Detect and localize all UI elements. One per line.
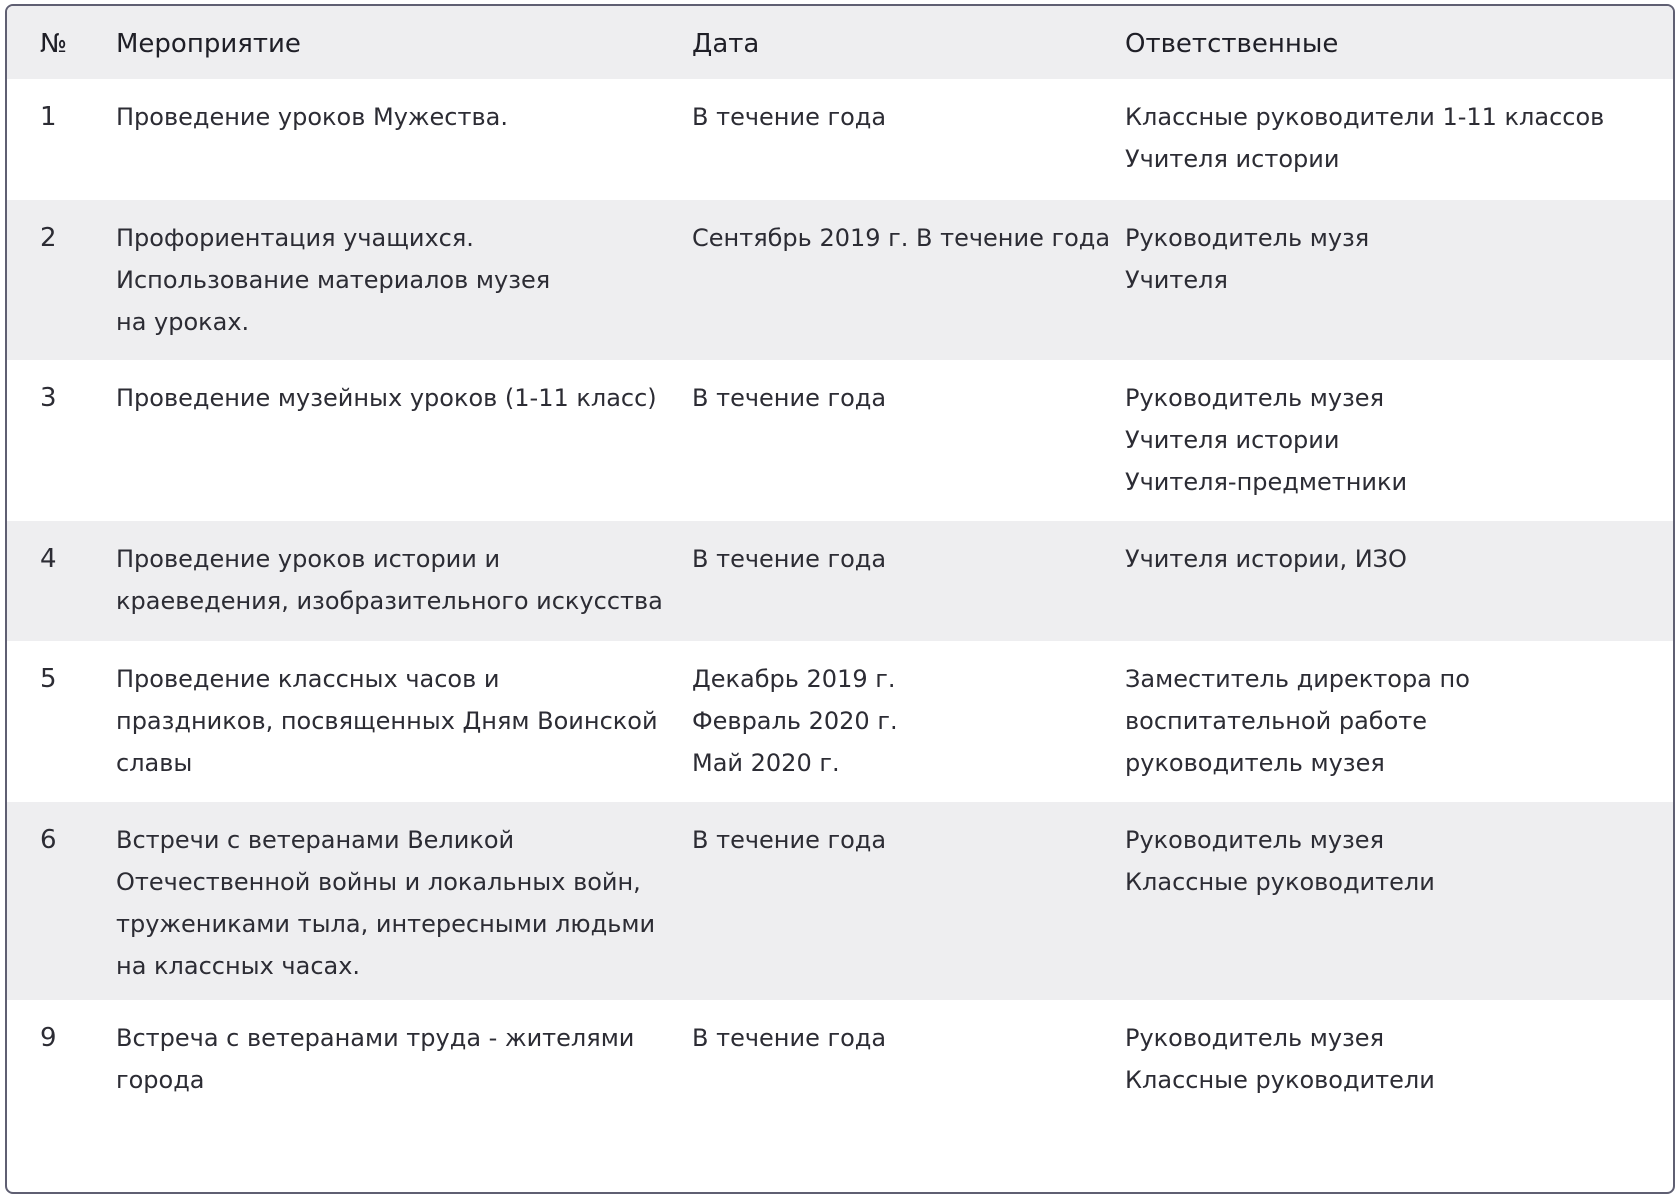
responsible-line: Руководитель музя <box>1125 224 1370 252</box>
row-number: 3 <box>40 383 57 413</box>
header-date: Дата <box>692 28 760 59</box>
table-header-row <box>7 6 1673 79</box>
event-line: Проведение уроков Мужества. <box>116 103 508 131</box>
date-line: В течение года <box>692 545 887 573</box>
row-number: 4 <box>40 544 57 574</box>
event-line: краеведения, изобразительного искусства <box>116 587 663 615</box>
event-line: Отечественной войны и локальных войн, <box>116 868 641 896</box>
table-row <box>7 641 1673 802</box>
header-number: № <box>40 28 68 59</box>
date-cell <box>692 200 1125 360</box>
event-line: тружениками тыла, интересными людьми <box>116 910 656 938</box>
table-row <box>7 200 1673 360</box>
date-line: Сентябрь 2019 г. В течение года <box>692 224 1111 252</box>
responsible-line: Учителя-предметники <box>1125 468 1408 496</box>
event-line: Проведение уроков истории и <box>116 545 501 573</box>
table-row <box>7 79 1673 200</box>
event-cell <box>116 79 692 200</box>
row-number: 9 <box>40 1023 57 1053</box>
event-line: Встречи с ветеранами Великой <box>116 826 515 854</box>
event-cell <box>116 641 692 802</box>
responsible-cell <box>1125 802 1673 1000</box>
event-cell <box>116 360 692 521</box>
date-line: В течение года <box>692 384 887 412</box>
table-row <box>7 802 1673 1000</box>
responsible-cell <box>1125 79 1673 200</box>
event-line: города <box>116 1066 205 1094</box>
event-cell <box>116 200 692 360</box>
events-table <box>7 6 1673 1120</box>
date-line: Декабрь 2019 г. <box>692 665 896 693</box>
date-line: Февраль 2020 г. <box>692 707 898 735</box>
responsible-cell <box>1125 521 1673 641</box>
responsible-line: Классные руководители 1-11 классов <box>1125 103 1605 131</box>
responsible-cell <box>1125 200 1673 360</box>
event-line: Проведение классных часов и <box>116 665 500 693</box>
event-line: Использование материалов музея <box>116 266 551 294</box>
event-cell <box>116 521 692 641</box>
date-line: В течение года <box>692 1024 887 1052</box>
responsible-line: Классные руководители <box>1125 1066 1435 1094</box>
table-row <box>7 360 1673 521</box>
table-row <box>7 1000 1673 1120</box>
header-responsible: Ответственные <box>1125 28 1339 59</box>
event-line: славы <box>116 749 193 777</box>
date-cell <box>692 641 1125 802</box>
event-line: Встреча с ветеранами труда - жителями <box>116 1024 635 1052</box>
responsible-line: воспитательной работе <box>1125 707 1428 735</box>
event-line: на уроках. <box>116 308 250 336</box>
responsible-line: Учителя истории <box>1125 426 1340 454</box>
header-event: Мероприятие <box>116 28 301 59</box>
responsible-line: Заместитель директора по <box>1125 665 1470 693</box>
responsible-line: Классные руководители <box>1125 868 1435 896</box>
event-line: праздников, посвященных Дням Воинской <box>116 707 658 735</box>
events-table-container <box>5 4 1675 1194</box>
date-cell <box>692 802 1125 1000</box>
responsible-line: Учителя <box>1125 266 1228 294</box>
date-line: В течение года <box>692 826 887 854</box>
row-number: 2 <box>40 223 57 253</box>
row-number: 5 <box>40 664 57 694</box>
event-line: Проведение музейных уроков (1-11 класс) <box>116 384 657 412</box>
event-cell <box>116 1000 692 1120</box>
responsible-line: Руководитель музея <box>1125 384 1385 412</box>
responsible-line: Учителя истории, ИЗО <box>1125 545 1407 573</box>
date-cell <box>692 79 1125 200</box>
row-number: 1 <box>40 102 57 132</box>
event-cell <box>116 802 692 1000</box>
date-line: Май 2020 г. <box>692 749 840 777</box>
date-cell <box>692 1000 1125 1120</box>
responsible-cell <box>1125 641 1673 802</box>
responsible-line: Руководитель музея <box>1125 1024 1385 1052</box>
date-cell <box>692 521 1125 641</box>
event-line: Профориентация учащихся. <box>116 224 474 252</box>
responsible-cell <box>1125 360 1673 521</box>
row-number: 6 <box>40 825 57 855</box>
event-line: на классных часах. <box>116 952 361 980</box>
date-cell <box>692 360 1125 521</box>
responsible-line: Учителя истории <box>1125 145 1340 173</box>
date-line: В течение года <box>692 103 887 131</box>
responsible-line: Руководитель музея <box>1125 826 1385 854</box>
responsible-cell <box>1125 1000 1673 1120</box>
responsible-line: руководитель музея <box>1125 749 1385 777</box>
table-row <box>7 521 1673 641</box>
